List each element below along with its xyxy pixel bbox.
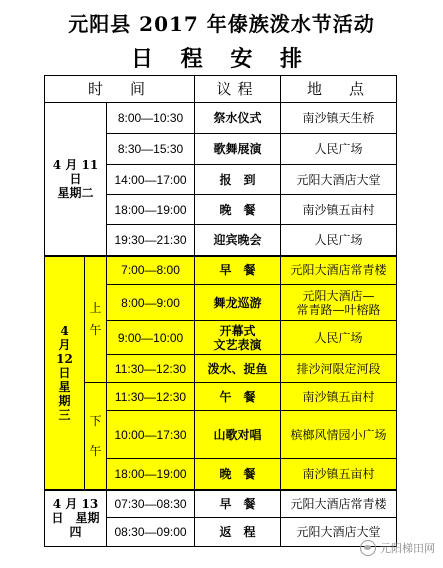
time-cell: 8:00—10:30 xyxy=(107,103,195,134)
event-cell xyxy=(195,321,281,355)
watermark-text: 元阳梯田网 xyxy=(380,542,435,555)
event-cell: 祭水仪式 xyxy=(195,103,281,134)
am-label-char: 午 xyxy=(89,323,102,338)
table-row xyxy=(45,256,397,285)
watermark xyxy=(360,540,435,556)
time-cell: 08:30—09:00 xyxy=(107,518,195,547)
pm-label-char: 午 xyxy=(89,443,102,458)
time-cell: 8:30—15:30 xyxy=(107,134,195,165)
time-cell: 8:00—9:00 xyxy=(107,285,195,321)
event-cell: 早 餐 xyxy=(195,256,281,285)
location-cell xyxy=(281,285,397,321)
time-cell: 07:30—08:30 xyxy=(107,490,195,518)
event-cell: 迎宾晚会 xyxy=(195,225,281,256)
location-cell: 排沙河限定河段 xyxy=(281,355,397,383)
day2-date-char: 12 xyxy=(56,351,73,366)
location-cell: 槟榔风情园小广场 xyxy=(281,411,397,459)
location-cell: 南沙镇天生桥 xyxy=(281,103,397,134)
page-subtitle: 日 程 安 排 xyxy=(131,46,312,72)
day2-date-char: 三 xyxy=(58,407,71,422)
schedule-table xyxy=(44,75,397,547)
header-agenda: 议程 xyxy=(195,76,281,103)
day3-date-line: 四 xyxy=(69,525,82,540)
pm-label-char: 下 xyxy=(89,413,102,428)
day2-date-char: 月 xyxy=(58,337,71,352)
day1-date-cell xyxy=(45,103,107,256)
location-cell: 南沙镇五亩村 xyxy=(281,383,397,411)
event-cell: 早 餐 xyxy=(195,490,281,518)
location-line: 常青路—叶榕路 xyxy=(296,302,381,317)
event-cell: 午 餐 xyxy=(195,383,281,411)
time-cell: 11:30—12:30 xyxy=(107,383,195,411)
time-cell: 18:00—19:00 xyxy=(107,459,195,490)
day3-date-line: 日 星期 xyxy=(51,511,100,526)
event-cell: 报 到 xyxy=(195,165,281,195)
location-cell: 南沙镇五亩村 xyxy=(281,195,397,225)
location-cell: 人民广场 xyxy=(281,134,397,165)
location-line: 元阳大酒店— xyxy=(302,288,375,303)
time-cell: 10:00—17:30 xyxy=(107,411,195,459)
event-cell: 舞龙巡游 xyxy=(195,285,281,321)
location-cell: 元阳大酒店大堂 xyxy=(281,518,397,547)
event-line: 开幕式 xyxy=(219,323,256,338)
event-cell: 晚 餐 xyxy=(195,195,281,225)
day2-date-char: 星 xyxy=(58,379,71,394)
am-label-char: 上 xyxy=(89,301,102,316)
day2-date-char: 日 xyxy=(58,365,71,380)
time-cell: 7:00—8:00 xyxy=(107,256,195,285)
event-cell: 歌舞展演 xyxy=(195,134,281,165)
location-cell: 人民广场 xyxy=(281,321,397,355)
event-cell: 返 程 xyxy=(195,518,281,547)
table-row xyxy=(45,383,397,411)
time-cell: 14:00—17:00 xyxy=(107,165,195,195)
time-cell: 9:00—10:00 xyxy=(107,321,195,355)
time-cell: 11:30—12:30 xyxy=(107,355,195,383)
day1-weekday: 星期二 xyxy=(57,185,94,200)
event-cell: 山歌对唱 xyxy=(195,411,281,459)
header-time: 时 间 xyxy=(45,76,195,103)
pm-label-cell xyxy=(85,383,107,490)
table-row xyxy=(45,103,397,134)
table-row xyxy=(45,490,397,518)
location-cell: 人民广场 xyxy=(281,225,397,256)
table-header-row xyxy=(45,76,397,103)
day3-date-cell xyxy=(45,490,107,547)
wechat-icon xyxy=(360,540,376,556)
day2-date-cell xyxy=(45,256,85,490)
location-cell: 元阳大酒店大堂 xyxy=(281,165,397,195)
location-cell: 南沙镇五亩村 xyxy=(281,459,397,490)
time-cell: 19:30—21:30 xyxy=(107,225,195,256)
location-cell: 元阳大酒店常青楼 xyxy=(281,490,397,518)
page-title: 元阳县 2017 年傣族泼水节活动 xyxy=(68,12,375,36)
event-cell: 晚 餐 xyxy=(195,459,281,490)
location-cell: 元阳大酒店常青楼 xyxy=(281,256,397,285)
day3-date-line: 4 月 13 xyxy=(52,497,99,512)
day2-date-char: 期 xyxy=(58,393,71,408)
am-label-cell xyxy=(85,256,107,383)
event-cell: 泼水、捉鱼 xyxy=(195,355,281,383)
header-location: 地 点 xyxy=(281,76,397,103)
day2-date-char: 4 xyxy=(60,323,69,338)
time-cell: 18:00—19:00 xyxy=(107,195,195,225)
day1-date: 4 月 11 日 xyxy=(52,157,99,186)
event-line: 文艺表演 xyxy=(213,337,262,352)
